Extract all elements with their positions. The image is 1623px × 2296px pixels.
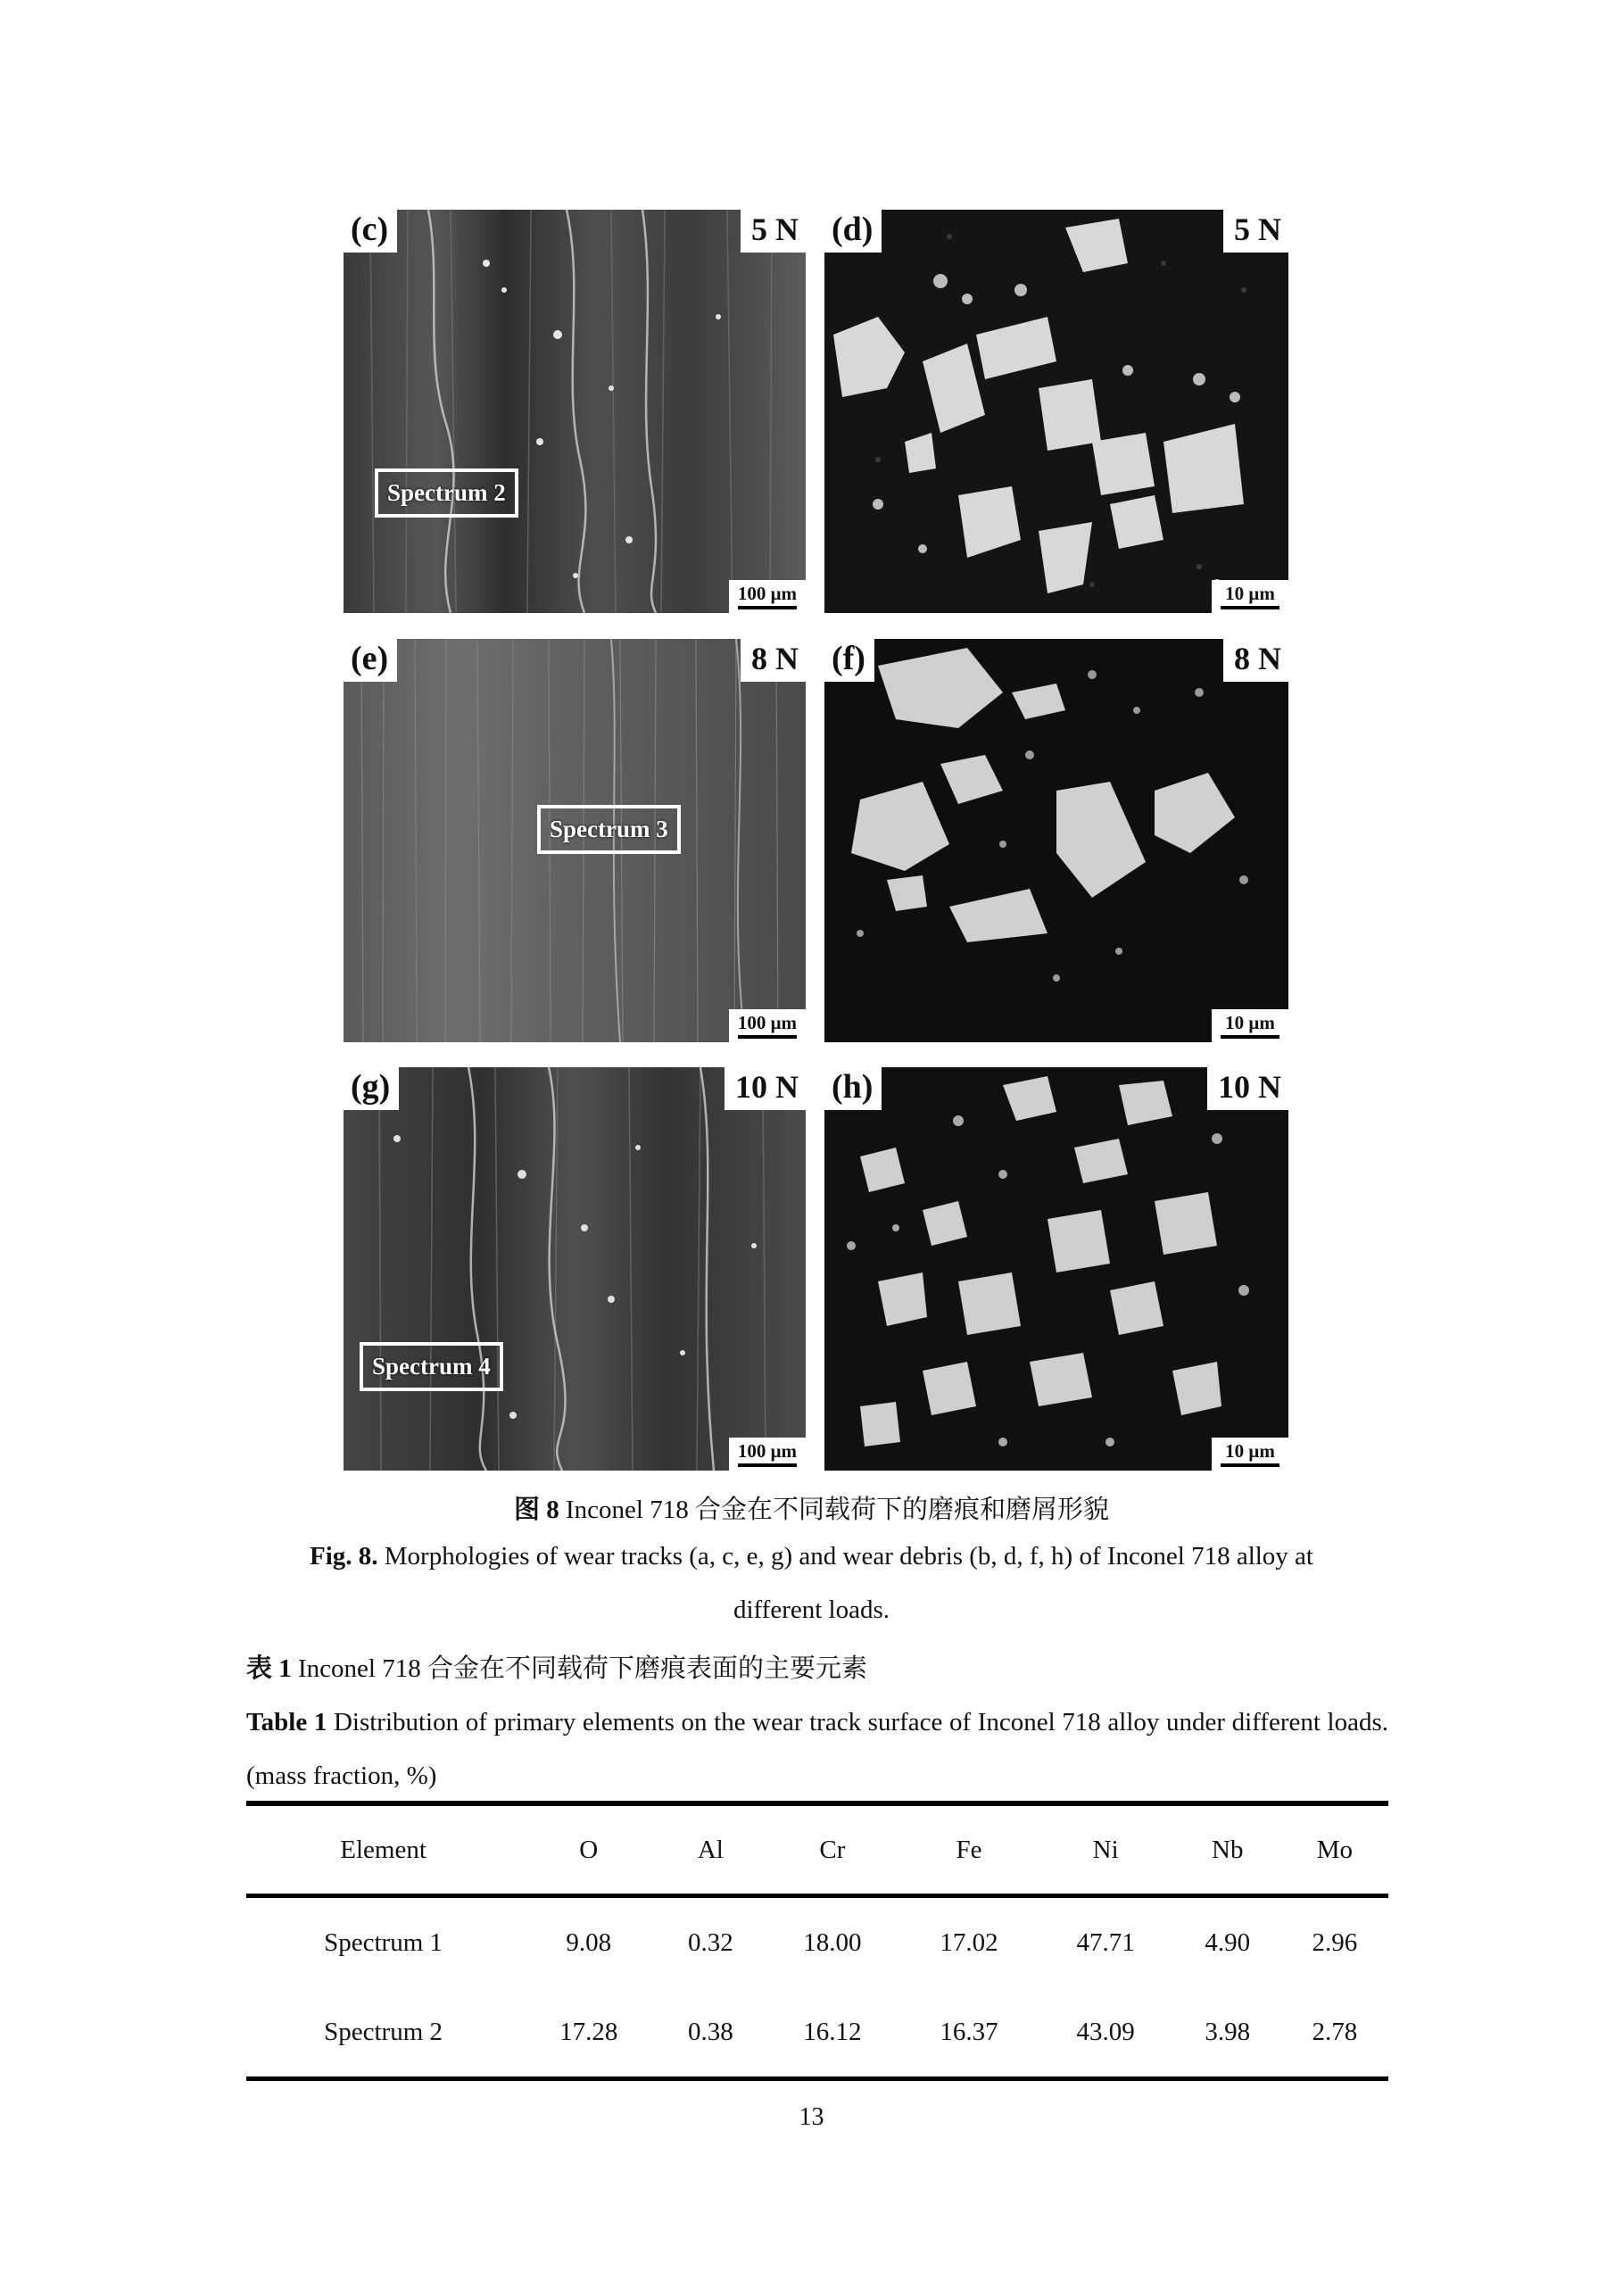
figure-caption-cn xyxy=(0,1489,1623,1526)
scale-bar-label: 10 μm xyxy=(1225,1440,1275,1462)
table-row xyxy=(246,1896,1388,1988)
table-caption-cn-text: Inconel 718 合金在不同载荷下磨痕表面的主要元素 xyxy=(291,1654,867,1683)
scale-bar-label: 10 μm xyxy=(1225,583,1275,604)
spectrum-box: Spectrum 3 xyxy=(537,805,681,854)
table-caption-cn xyxy=(246,1642,1388,1695)
load-label: 8 N xyxy=(741,639,806,682)
spectrum-box: Spectrum 4 xyxy=(360,1342,503,1391)
table-header-row xyxy=(246,1803,1388,1896)
scale-bar xyxy=(1212,1009,1288,1042)
sem-panel-e xyxy=(344,639,806,1042)
spectrum-box: Spectrum 2 xyxy=(375,468,518,518)
table-cell: 17.02 xyxy=(940,1927,998,1957)
scale-bar xyxy=(1212,580,1288,613)
table-header-cell: Ni xyxy=(1038,1803,1174,1896)
scale-bar-label: 100 μm xyxy=(737,583,797,604)
sem-panel-h xyxy=(824,1067,1288,1471)
table-header-cell: Nb xyxy=(1174,1803,1281,1896)
table-header-cell: O xyxy=(520,1803,657,1896)
sem-panel-c xyxy=(344,210,806,613)
panel-label: (f) xyxy=(824,639,874,682)
table-header-cell: Fe xyxy=(900,1803,1037,1896)
scale-bar-label: 100 μm xyxy=(737,1440,797,1462)
table-header-cell: Mo xyxy=(1281,1803,1388,1896)
sem-image-wear-debris-h xyxy=(824,1067,1288,1471)
table-number-cn: 表 1 xyxy=(246,1654,292,1683)
load-label: 5 N xyxy=(741,210,806,253)
table-caption-en xyxy=(246,1695,1388,1803)
table-cell: 2.78 xyxy=(1281,1987,1388,2079)
scale-bar xyxy=(729,1438,806,1471)
table-cell: Spectrum 1 xyxy=(324,1927,443,1957)
panel-label: (c) xyxy=(344,210,397,253)
scale-bar-label: 10 μm xyxy=(1225,1012,1275,1033)
sem-panel-d xyxy=(824,210,1288,613)
panel-label: (d) xyxy=(824,210,882,253)
elements-table xyxy=(246,1801,1388,2081)
table-cell: 43.09 xyxy=(1038,1987,1174,2079)
table-number-en: Table 1 xyxy=(246,1708,327,1737)
scale-bar xyxy=(729,1009,806,1042)
figure-number-cn: 图 8 xyxy=(514,1496,559,1524)
table-header-cell: Cr xyxy=(764,1803,900,1896)
scale-bar-line xyxy=(1221,1463,1279,1467)
table-cell: Spectrum 2 xyxy=(246,1987,520,2079)
table-header-cell: Al xyxy=(657,1803,764,1896)
scale-bar xyxy=(1212,1438,1288,1471)
scale-bar xyxy=(729,580,806,613)
load-label: 10 N xyxy=(1207,1067,1288,1110)
sem-image-wear-track-g xyxy=(344,1067,806,1471)
scale-bar-line xyxy=(738,606,797,609)
scale-bar-line xyxy=(738,1463,797,1467)
table-cell: 47.71 xyxy=(1076,1927,1135,1957)
panel-label: (h) xyxy=(824,1067,882,1110)
table-cell: 9.08 xyxy=(566,1927,612,1957)
table-cell: 2.96 xyxy=(1312,1927,1358,1957)
load-label: 10 N xyxy=(725,1067,806,1110)
panel-label: (g) xyxy=(344,1067,399,1110)
scale-bar-label: 100 μm xyxy=(737,1012,797,1033)
scale-bar-line xyxy=(1221,1035,1279,1039)
table-cell: 0.38 xyxy=(657,1987,764,2079)
table-cell: 4.90 xyxy=(1205,1927,1251,1957)
table-cell: 16.12 xyxy=(764,1987,900,2079)
scale-bar-line xyxy=(738,1035,797,1039)
panel-label: (e) xyxy=(344,639,397,682)
load-label: 8 N xyxy=(1223,639,1288,682)
table-header-cell: Element xyxy=(246,1803,520,1896)
table-cell: 18.00 xyxy=(803,1927,862,1957)
figure-caption-en-line2: different loads. xyxy=(733,1596,890,1624)
table-cell: 0.32 xyxy=(687,1927,733,1957)
page-number: 13 xyxy=(799,2103,824,2131)
load-label: 5 N xyxy=(1223,210,1288,253)
table-cell: 17.28 xyxy=(520,1987,657,2079)
sem-image-wear-debris-f xyxy=(824,639,1288,1042)
table-caption-en-text: Distribution of primary elements on the wear track surface of Inconel 718 alloy under different loads. (mass fraction, %) xyxy=(246,1708,1388,1790)
figure-caption-en xyxy=(0,1542,1623,1571)
table-cell: 3.98 xyxy=(1174,1987,1281,2079)
sem-image-wear-debris-d xyxy=(824,210,1288,613)
sem-panel-f xyxy=(824,639,1288,1042)
scale-bar-line xyxy=(1221,606,1279,609)
table-row xyxy=(246,1987,1388,2079)
figure-caption-cn-text: Inconel 718 合金在不同载荷下的磨痕和磨屑形貌 xyxy=(559,1496,1109,1524)
figure-caption-en-text: Morphologies of wear tracks (a, c, e, g) and wear debris (b, d, f, h) of Inconel 718 alloy at xyxy=(377,1542,1313,1571)
sem-image-wear-track-c xyxy=(344,210,806,613)
sem-panel-g xyxy=(344,1067,806,1471)
figure-number-en: Fig. 8. xyxy=(309,1542,378,1571)
table-cell: 16.37 xyxy=(900,1987,1037,2079)
